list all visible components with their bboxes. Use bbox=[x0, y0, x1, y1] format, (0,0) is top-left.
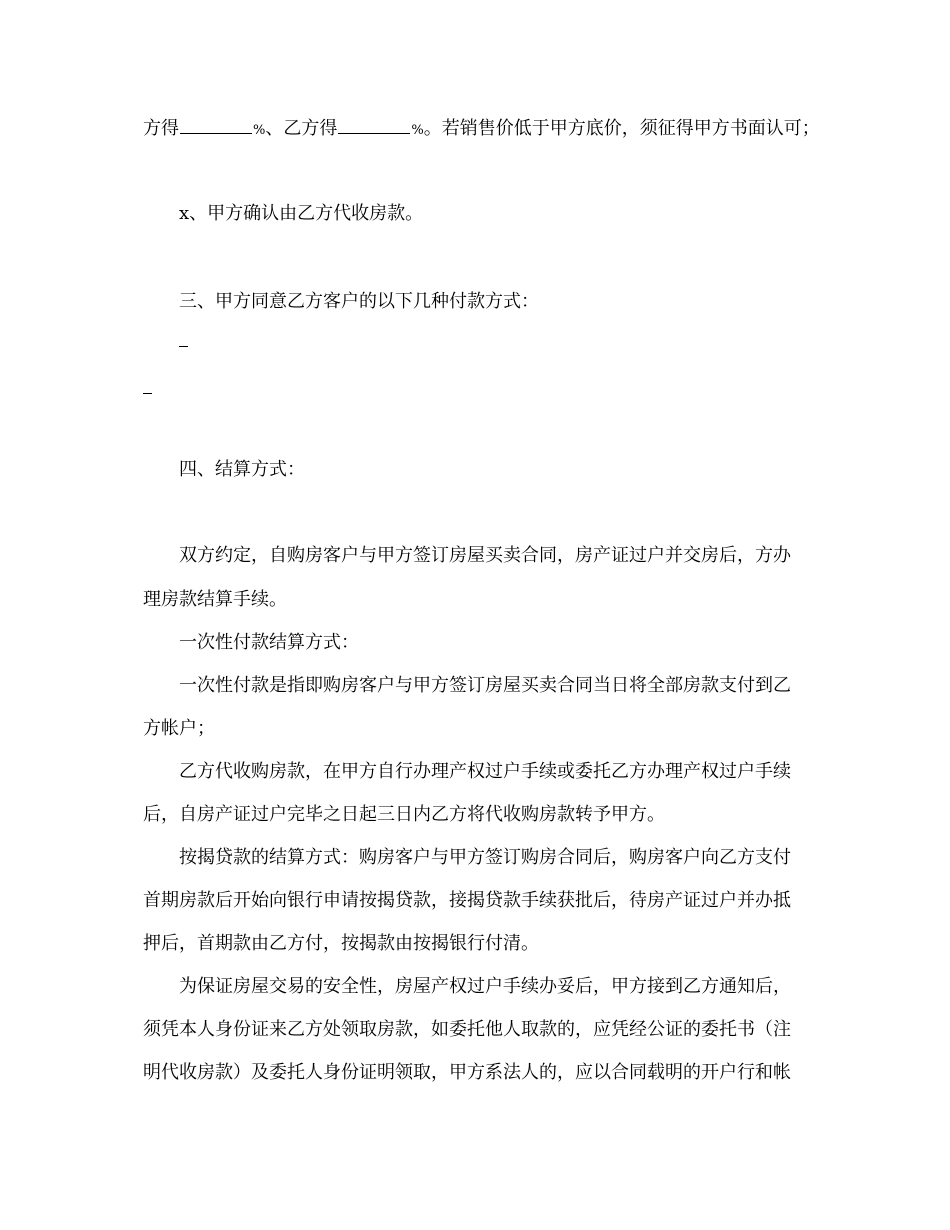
clause-x: x、甲方确认由乙方代收房款。 bbox=[179, 203, 424, 224]
percent-sign: % bbox=[253, 123, 266, 138]
paragraph-line: 押后，首期款由乙方付，按揭款由按揭银行付清。 bbox=[143, 933, 539, 954]
paragraph-line: 一次性付款是指即购房客户与甲方签订房屋买卖合同当日将全部房款支付到乙 bbox=[179, 675, 791, 696]
text-segment: 。若销售价低于甲方底价，须征得甲方书面认可； bbox=[423, 118, 820, 139]
paragraph-line: 明代收房款）及委托人身份证明领取，甲方系法人的，应以合同载明的开户行和帐 bbox=[143, 1062, 791, 1083]
paragraph-line: 首期房款后开始向银行申请按揭贷款，接揭贷款手续获批后，待房产证过户并办抵 bbox=[143, 890, 791, 911]
paragraph-line: 须凭本人身份证来乙方处领取房款，如委托他人取款的，应凭经公证的委托书（注 bbox=[143, 1019, 791, 1040]
paragraph-line: 理房款结算手续。 bbox=[143, 589, 287, 610]
blank-field-party-b-share bbox=[338, 115, 410, 134]
subheading: 一次性付款结算方式： bbox=[179, 632, 359, 653]
paragraph-line: 双方约定，自购房客户与甲方签订房屋买卖合同，房产证过户并交房后，方办 bbox=[179, 545, 791, 566]
paragraph-line: 乙方代收购房款，在甲方自行办理产权过户手续或委托乙方办理产权过户手续 bbox=[179, 761, 791, 782]
blank-field-party-a-share bbox=[180, 115, 252, 134]
contract-line-share bbox=[143, 115, 820, 142]
paragraph-line: 后，自房产证过户完毕之日起三日内乙方将代收购房款转予甲方。 bbox=[143, 804, 665, 825]
paragraph-line: 按揭贷款的结算方式：购房客户与甲方签订购房合同后，购房客户向乙方支付 bbox=[179, 847, 791, 868]
paragraph-line: 方帐户； bbox=[143, 718, 215, 739]
section-heading-4: 四、结算方式： bbox=[179, 459, 305, 480]
section-heading-3: 三、甲方同意乙方客户的以下几种付款方式： bbox=[179, 291, 539, 312]
text-segment: 、乙方得 bbox=[265, 118, 338, 139]
text-segment: 方得 bbox=[143, 118, 179, 139]
percent-sign: % bbox=[411, 123, 424, 138]
blank-dash bbox=[179, 346, 188, 347]
blank-dash bbox=[143, 393, 152, 394]
paragraph-line: 为保证房屋交易的安全性，房屋产权过户手续办妥后，甲方接到乙方通知后， bbox=[179, 976, 791, 997]
